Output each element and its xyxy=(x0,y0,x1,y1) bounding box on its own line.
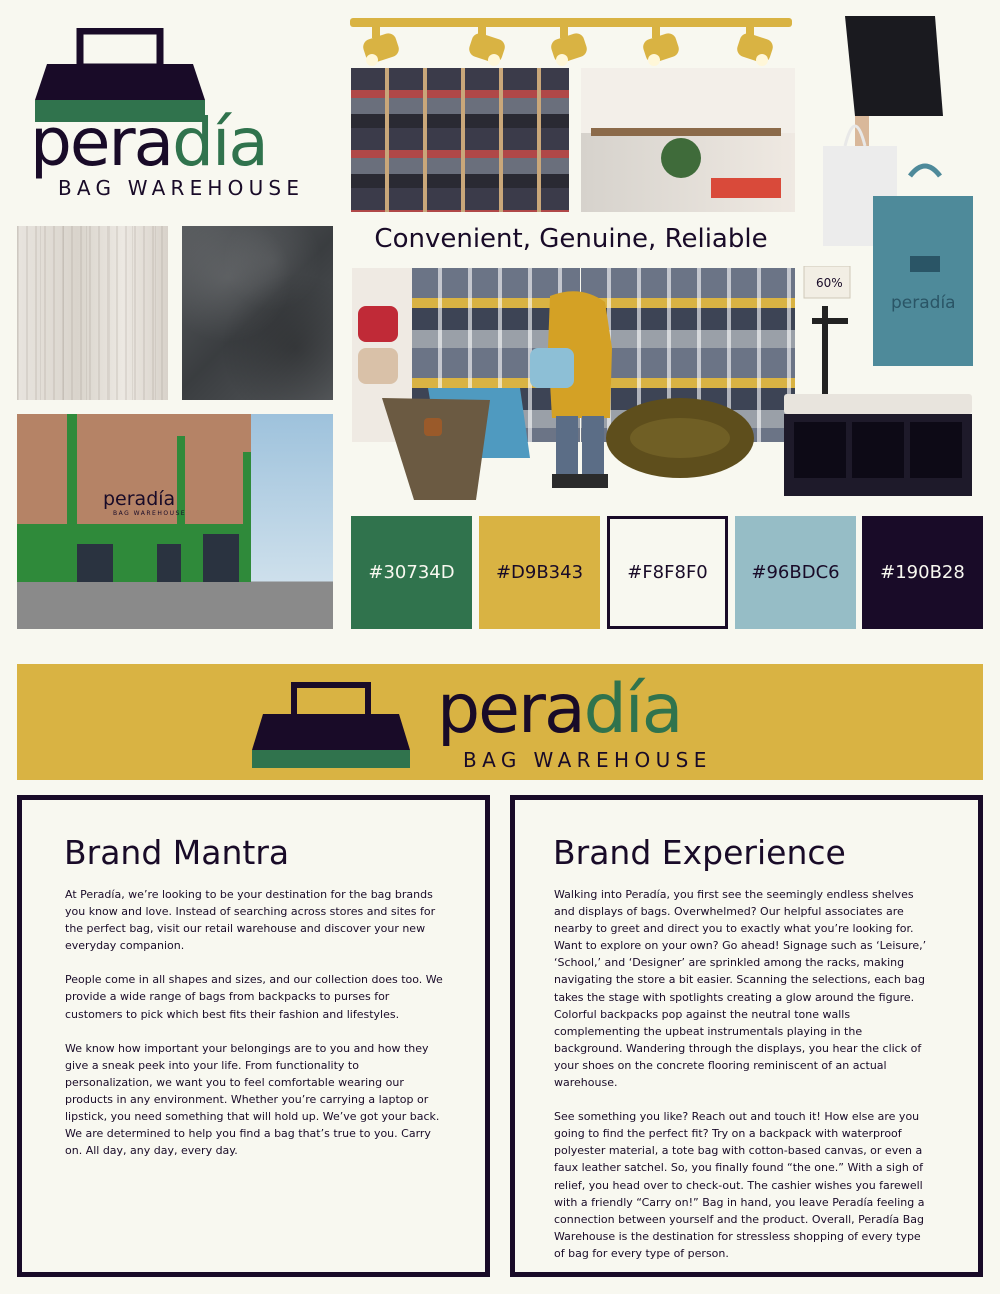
brand-name-part2: día xyxy=(583,670,682,749)
sale-sign-text: 60% xyxy=(816,276,843,290)
mantra-paragraph: People come in all shapes and sizes, and our collection does too. We provide a wide range of bags from backpacks to purses for customers to pick which best fits their fashion and lifestyles. xyxy=(65,973,443,1021)
child-with-duffel-bags xyxy=(380,288,800,504)
tote-print-text: peradía xyxy=(891,293,956,313)
brand-logo-top xyxy=(30,28,330,203)
color-swatch-navy xyxy=(862,516,983,629)
brand-experience-title: Brand Experience xyxy=(553,833,846,872)
banner-wordmark xyxy=(437,670,682,749)
color-swatch-label: #D9B343 xyxy=(495,562,584,583)
display-bench xyxy=(782,266,977,500)
experience-paragraph: Walking into Peradía, you first see the seemingly endless shelves and displays of bags. Overwhelmed? Our helpful associates are nearby to greet and direct you to exactly what you’re looking for. Want to explore on your own? Go ahead! Signage such as ‘Leisure,’ ‘School,’ and ‘Designer’ are sprinkled among the racks, making navigating the store a bit easier. Scanning the selections, each bag takes the stage with spotlights creating a glow around the figure. Colorful backpacks pop against the neutral tone walls complementing the upbeat instrumentals playing in the background. Wandering through the displays, you hear the click of your shoes on the concrete flooring reminiscent of an actual warehouse. xyxy=(554,888,927,1090)
brand-name-part2: día xyxy=(172,104,267,181)
brand-name-part1: pera xyxy=(437,670,584,749)
bag-icon xyxy=(252,682,410,768)
brand-wordmark xyxy=(30,104,267,181)
mantra-paragraph: At Peradía, we’re looking to be your destination for the bag brands you know and love. Instead of searching across stores and sites for the perfect bag, visit our retail warehouse and discover your new everyday companion. xyxy=(65,888,436,953)
color-swatch-green xyxy=(351,516,472,629)
slogan-text: Convenient, Genuine, Reliable xyxy=(374,224,768,254)
banner-tagline: BAG WAREHOUSE xyxy=(463,748,712,772)
brand-experience-panel xyxy=(510,795,983,1277)
brand-experience-body xyxy=(554,886,930,1279)
color-swatch-label: #190B28 xyxy=(880,562,965,583)
brand-mantra-body xyxy=(65,886,447,1176)
brand-banner xyxy=(17,664,983,780)
color-swatch-blue xyxy=(735,516,856,629)
brand-mantra-title: Brand Mantra xyxy=(64,833,290,872)
track-lights xyxy=(350,16,792,70)
store-interior-photo xyxy=(581,68,795,212)
wood-texture xyxy=(17,226,168,400)
color-swatch-label: #30734D xyxy=(368,562,455,583)
brand-mantra-panel xyxy=(17,795,490,1277)
color-swatch-cream xyxy=(607,516,728,629)
color-swatch-label: #96BDC6 xyxy=(751,562,840,583)
color-swatch-label: #F8F8F0 xyxy=(627,562,708,583)
warehouse-building-photo xyxy=(17,414,333,629)
brand-name-part1: pera xyxy=(30,104,173,181)
mantra-paragraph: We know how important your belongings are to you and how they give a sneak peek into your life. From functionality to personalization, we want you to feel comfortable wearing our products in any environment. Whether you’re carrying a laptop or lipstick, you need something that will hold up. We’ve got your back. We are determined to help you find a bag that’s true to you. Carry on. All day, any day, every day. xyxy=(65,1041,440,1158)
concrete-texture xyxy=(182,226,333,400)
experience-paragraph: See something you like? Reach out and touch it! How else are you going to find the perfect fit? Try on a backpack with waterproof polyester material, a tote bag with cotton-based canvas, or even a faux leather satchel. So, you finally found “the one.” With a sigh of relief, you head over to check-out. The cashier wishes you farewell with a friendly “Carry on!” Bag in hand, you leave Peradía feeling a connection between yourself and the product. Overall, Peradía Bag Warehouse is the destination for stressless shopping of every type of bag for every type of person. xyxy=(554,1110,925,1260)
building-sign-name: peradía xyxy=(103,488,176,510)
brand-tagline: BAG WAREHOUSE xyxy=(58,176,305,200)
building-sign-tagline: BAG WAREHOUSE xyxy=(113,510,187,517)
store-shelves-photo xyxy=(351,68,569,212)
color-swatch-gold xyxy=(479,516,600,629)
